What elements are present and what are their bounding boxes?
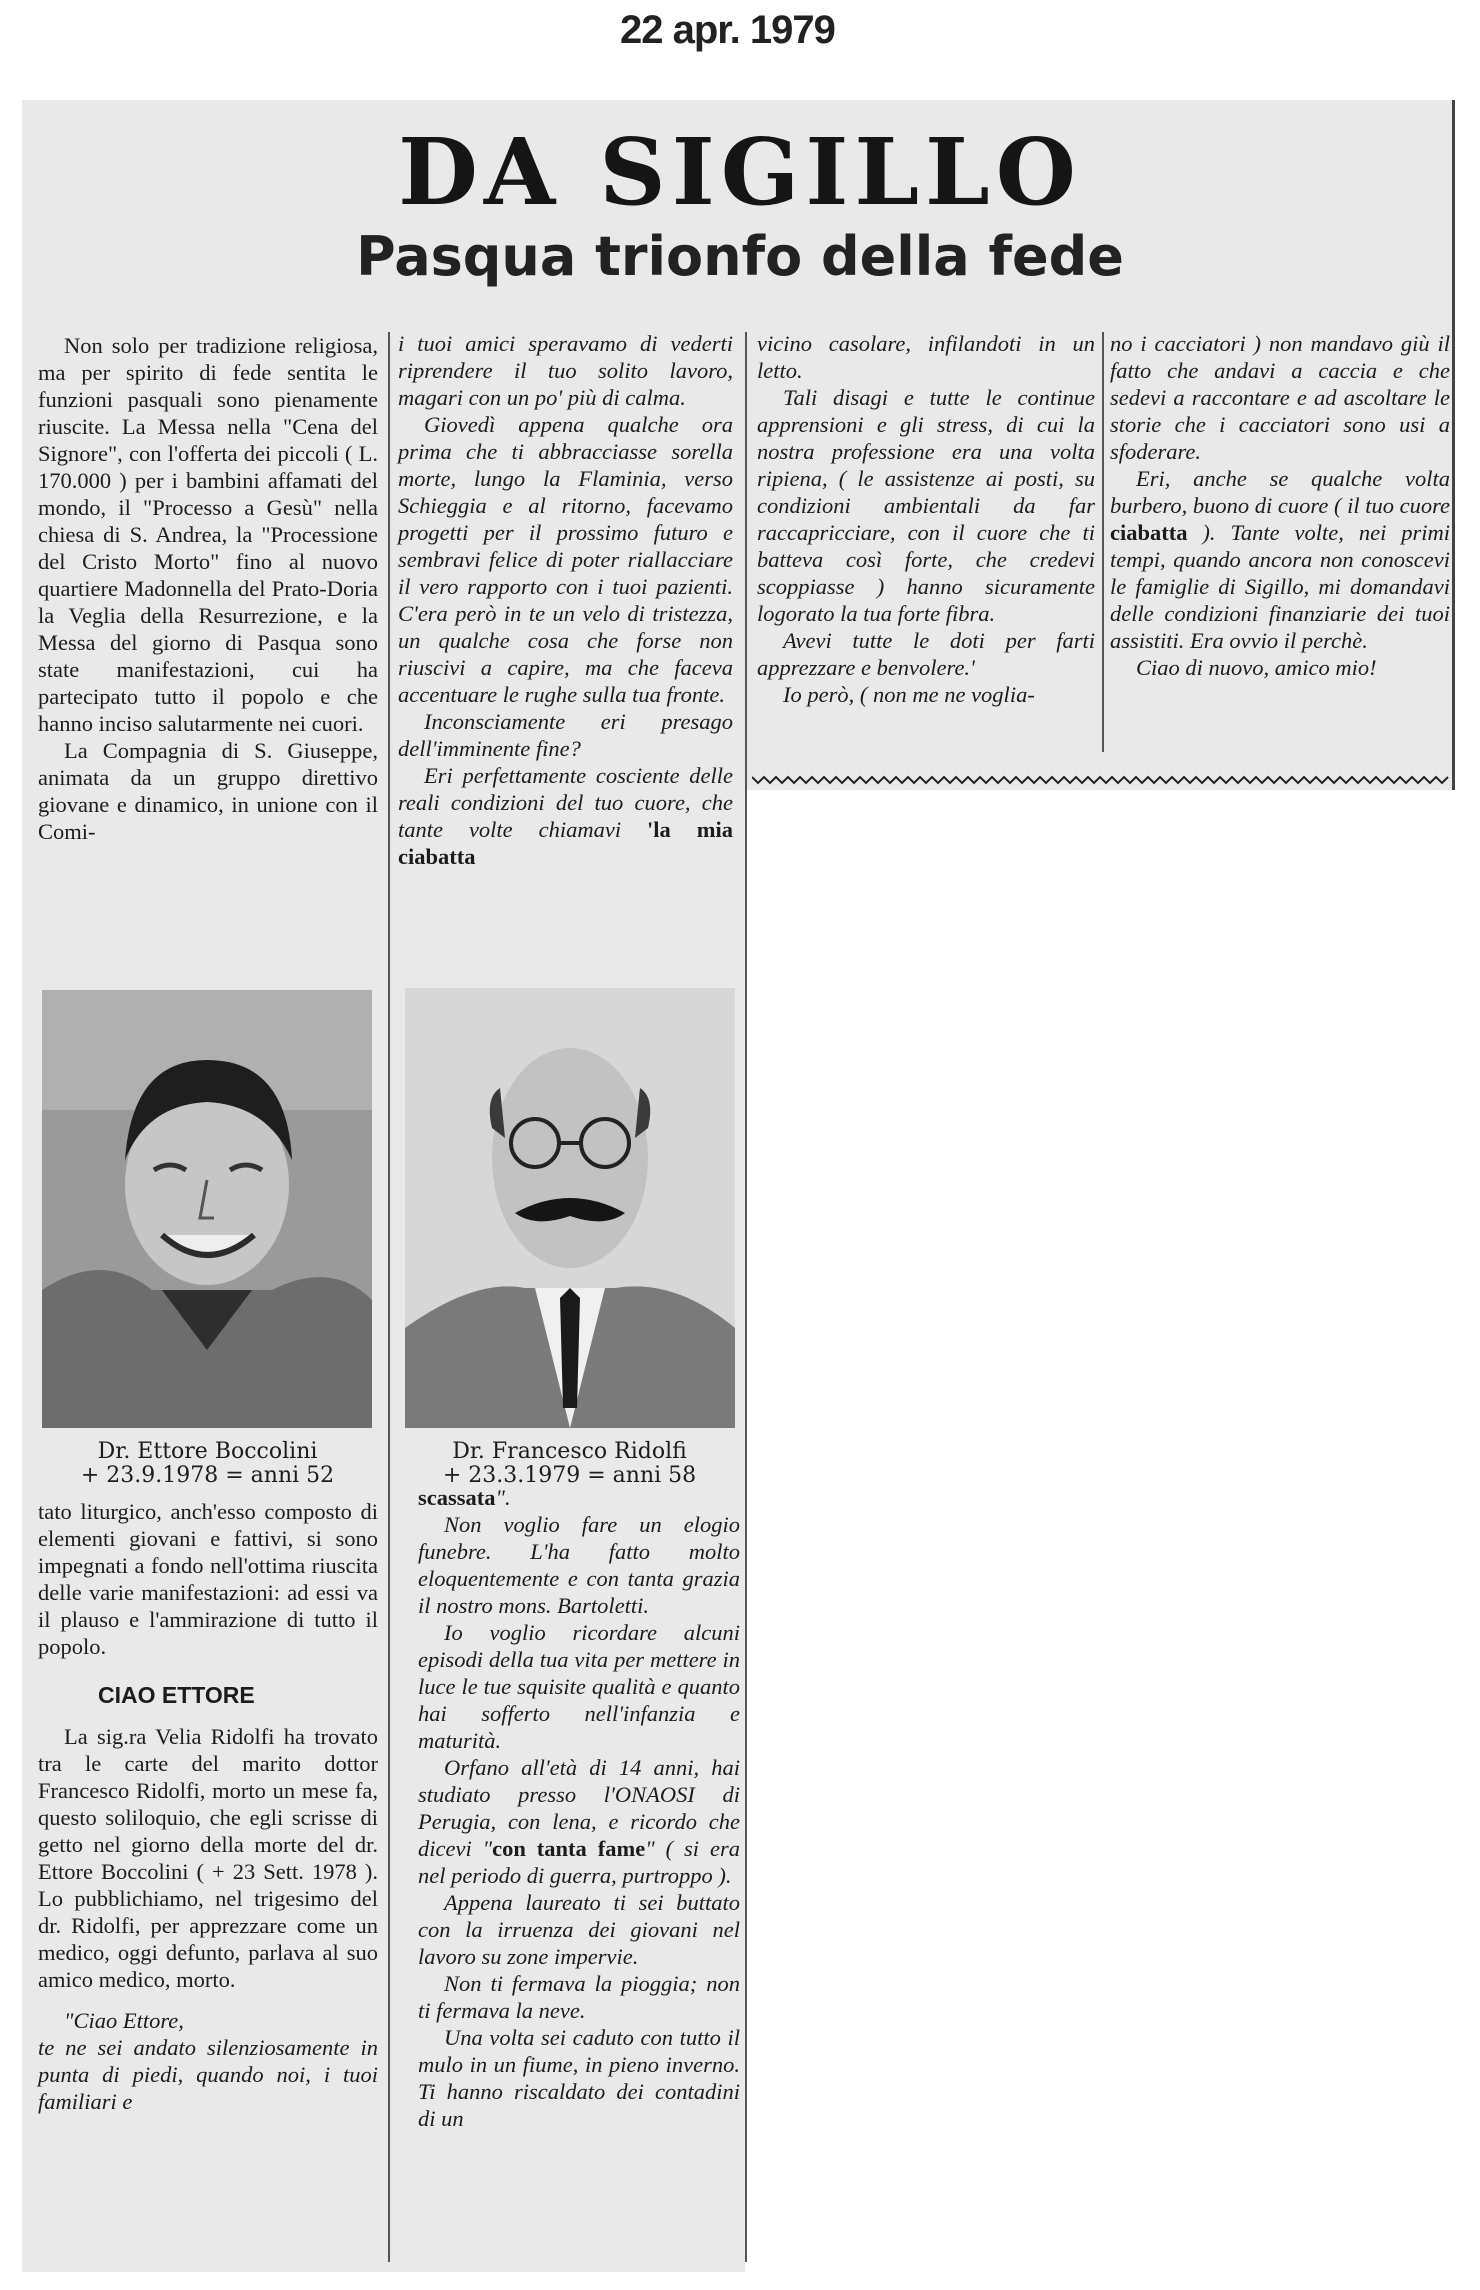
article-paragraph: Inconsciamente eri presago dell'imminente fine? (398, 709, 733, 761)
article-column-2-continued (418, 1484, 740, 2132)
column-rule (1102, 332, 1104, 752)
letter-salutation: "Ciao Ettore, (64, 2008, 184, 2033)
article-paragraph (1110, 465, 1450, 654)
portrait-illustration (405, 988, 735, 1428)
article-column-1-continued (38, 1498, 378, 2115)
article-paragraph: Io però, ( non me ne voglia- (783, 682, 1035, 707)
article-paragraph: Io voglio ricordare alcuni episodi della tua vita per mettere in luce le tue squisite qualità e quanto hai sofferto nell'infanzia e maturità. (418, 1620, 740, 1753)
date-stamp: 22 apr. 1979 (620, 8, 835, 52)
end-of-article-rule (752, 773, 1452, 787)
section-title: CIAO ETTORE (98, 1682, 255, 1708)
headline: Pasqua trionfo della fede (356, 225, 1124, 288)
bold-quote: 'la mia ciabatta (398, 817, 733, 869)
article-paragraph: vicino casolare, infilandoti in un letto. (757, 331, 1095, 383)
article-paragraph: Tali disagi e tutte le continue apprensioni e gli stress, di cui la nostra professione era una volta ripiena, ( le assistenze ai posti, su condizioni ambientali da far raccapricciare, con il cuore che ti batteva così forte, che credevi scoppiasse ) hanno sicuramente logorato la tua forte fibra. (757, 385, 1095, 626)
paragraph-text: Orfano all'età di 14 anni, hai studiato presso l'ONAOSI di Perugia, con lena, e ricordo che dicevi " (418, 1755, 740, 1861)
paragraph-text: Eri perfettamente cosciente delle reali condizioni del tuo cuore, che tante volte chiamavi (398, 763, 733, 842)
paragraph-text: " ( si era nel periodo di guerra, purtroppo ). (418, 1836, 740, 1888)
masthead: DA SIGILLO (398, 118, 1082, 226)
photo-caption-left (40, 1440, 375, 1488)
clipping-empty-area (745, 790, 1480, 2290)
paragraph-text: ). Tante volte, nei primi tempi, quando ancora non conoscevi le famiglie di Sigillo, mi domandavi delle condizioni finanziarie dei tuoi assistiti. Era ovvio il perchè. (1110, 520, 1450, 653)
column-rule (388, 332, 390, 2262)
article-column-4 (1110, 330, 1450, 681)
article-paragraph: Una volta sei caduto con tutto il mulo in un fiume, in pieno inverno. Ti hanno riscaldato dei contadini di un (418, 2025, 740, 2131)
caption-dates: + 23.3.1979 = anni 58 (442, 1463, 697, 1488)
caption-name: Dr. Francesco Ridolfi (452, 1439, 687, 1464)
article-paragraph (398, 762, 733, 870)
article-paragraph: Non ti fermava la pioggia; non ti fermava la neve. (418, 1971, 740, 2023)
article-paragraph: Ciao di nuovo, amico mio! (1136, 655, 1377, 680)
bold-quote: con tanta fame (492, 1836, 646, 1861)
bold-word: ciabatta (1110, 520, 1188, 545)
portrait-illustration (42, 990, 372, 1428)
article-paragraph: Appena laureato ti sei buttato con la irruenza dei giovani nel lavoro su zone impervie. (418, 1890, 740, 1969)
article-paragraph: i tuoi amici speravamo di vederti riprendere il tuo solito lavoro, magari con un po' più di calma. (398, 331, 733, 410)
article-paragraph: no i cacciatori ) non mandavo giù il fatto che andavi a caccia e che sedevi a raccontare e ad ascoltare le storie che i cacciatori sono usi a sfoderare. (1110, 331, 1450, 464)
article-paragraph (418, 1754, 740, 1889)
paragraph-text: ". (495, 1485, 511, 1510)
article-paragraph: La Compagnia di S. Giuseppe, animata da un gruppo direttivo giovane e dinamico, in unione con il Comi- (38, 738, 378, 844)
article-paragraph: Non voglio fare un elogio funebre. L'ha fatto molto eloquentemente e con tanta grazia il nostro mons. Bartoletti. (418, 1512, 740, 1618)
caption-dates: + 23.9.1978 = anni 52 (80, 1463, 335, 1488)
article-paragraph: Avevi tutte le doti per farti apprezzare e benvolere.' (757, 628, 1095, 680)
caption-name: Dr. Ettore Boccolini (97, 1439, 318, 1464)
paragraph-text: Eri, anche se qualche volta burbero, buono di cuore ( il tuo cuore (1110, 466, 1450, 518)
portrait-photo-ridolfi (405, 988, 735, 1428)
article-column-3 (757, 330, 1095, 708)
article-paragraph: Giovedì appena qualche ora prima che ti abbracciasse sorella morte, lungo la Flaminia, verso Schieggia e al ritorno, facevamo progetti per il prossimo futuro e sembravi felice di poter riallacciare il vero rapporto con i tuoi pazienti. C'era però in te un velo di tristezza, un qualche cosa che forse non riuscivi a capire, ma che faceva accentuare le rughe sulla tua fronte. (398, 412, 733, 707)
article-paragraph: Non solo per tradizione religiosa, ma per spirito di fede sentita le funzioni pasquali sono pienamente riuscite. La Messa nella "Cena del Signore", con l'offerta dei piccoli ( L. 170.000 ) per i bambini affamati del mondo, il "Processo a Gesù" nella chiesa di S. Andrea, la "Processione del Cristo Morto" fino al nuovo quartiere Madonnella del Prato-Doria la Veglia della Resurrezione, e la Messa del giorno di Pasqua sono state manifestazioni, cui ha partecipato tutto il popolo e che hanno inciso salutarmente nei cuori. (38, 333, 378, 736)
article-paragraph: tato liturgico, anch'esso composto di elementi giovani e fattivi, si sono impegnati a fondo nell'ottima riuscita delle varie manifestazioni: ad essi va il plauso e l'ammirazione di tutto il popolo. (38, 1499, 378, 1659)
article-column-1 (38, 332, 378, 845)
article-paragraph: La sig.ra Velia Ridolfi ha trovato tra le carte del marito dottor Francesco Ridolfi, morto un mese fa, questo soliloquio, che egli scrisse di getto nel giorno della morte del dr. Ettore Boccolini ( + 23 Sett. 1978 ). Lo pubblichiamo, nel trigesimo del dr. Ridolfi, per apprezzare come un medico, oggi defunto, parlava al suo amico medico, morto. (38, 1724, 378, 1992)
photo-caption-right (402, 1440, 737, 1488)
article-paragraph (418, 1484, 740, 1511)
article-column-2 (398, 330, 733, 870)
portrait-photo-boccolini (42, 990, 372, 1428)
letter-paragraph: te ne sei andato silenziosamente in punta di piedi, quando noi, i tuoi familiari e (38, 2035, 378, 2114)
column-rule (745, 332, 747, 2262)
bold-quote: scassata (418, 1485, 496, 1510)
